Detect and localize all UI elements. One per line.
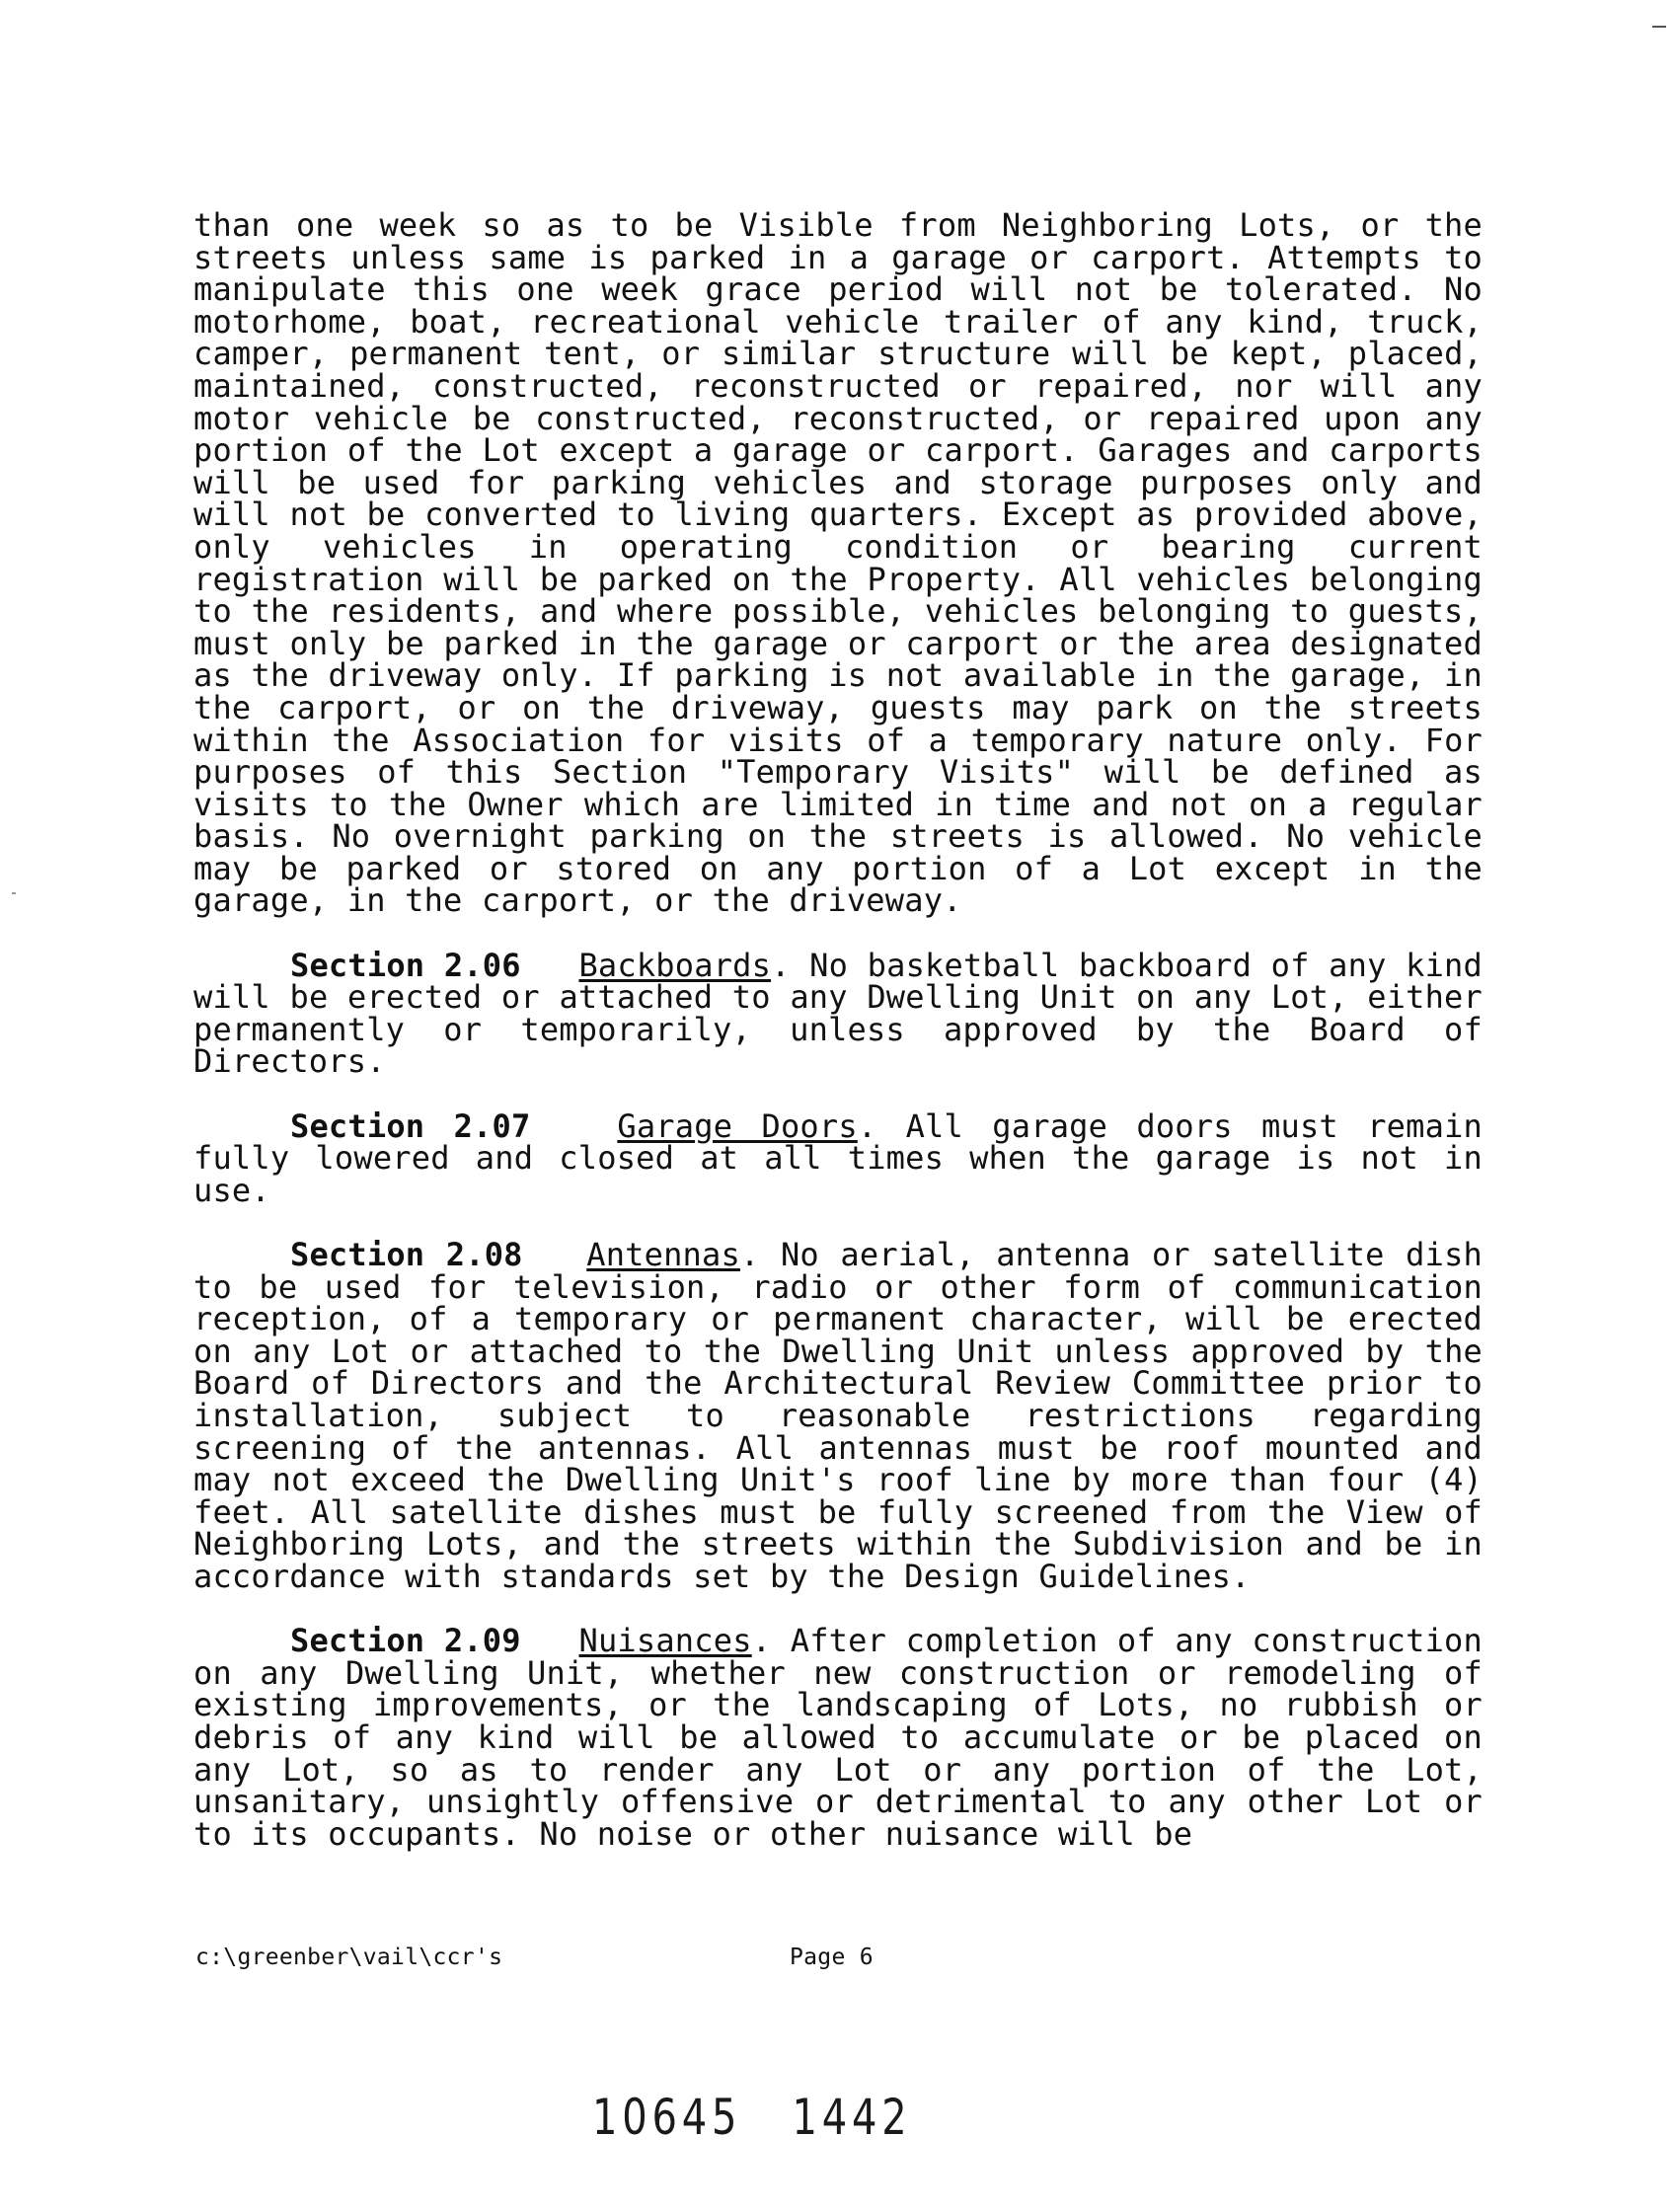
scan-mark: [1652, 26, 1666, 28]
section-2-07: [193, 1106, 1483, 1209]
section-number: Section 2.07: [290, 1106, 531, 1145]
section-2-08: [193, 1236, 1483, 1595]
footer-file-path: c:\greenber\vail\ccr's: [195, 1945, 503, 1970]
section-2-06: [193, 946, 1483, 1081]
document-body: [193, 206, 1483, 1882]
recording-stamp: [592, 2089, 911, 2146]
section-number: Section 2.09: [290, 1622, 521, 1660]
section-text: . No aerial, antenna or satellite dish to be used for television, radio or other form of communication reception, of a temporary or permanent character, will be erected on any Lot or attached to the Dwelling Unit unless approved by the Board of Directors and the Architectural Review Committee prior to installation, subject to reasonable restrictions regarding screening of the antennas. All antennas must be roof mounted and may not exceed the Dwelling Unit's roof line by more than four (4) feet. All satellite dishes must be fully screened from the View of Neighboring Lots, and the streets within the Subdivision and be in accordance with standards set by the Design Guidelines.: [193, 1236, 1483, 1595]
section-title: Antennas: [586, 1236, 740, 1273]
section-number: Section 2.06: [290, 946, 521, 984]
section-text: . All garage doors must remain fully lowered and closed at all times when the garage is not in use.: [193, 1106, 1483, 1209]
section-text: . No basketball backboard of any kind will be erected or attached to any Dwelling Unit on any Lot, either permanently or temporarily, unless approved by the Board of Directors.: [193, 946, 1483, 1081]
stamp-page-number: 1442: [792, 2089, 912, 2146]
scan-speck: [12, 892, 16, 894]
section-text: . After completion of any construction on any Dwelling Unit, whether new construction or remodeling of existing improvements, or the landscaping of Lots, no rubbish or debris of any kind will be allowed to accumulate or be placed on any Lot, so as to render any Lot or any portion of the Lot, unsanitary, unsightly offensive or detrimental to any other Lot or to its occupants. No noise or other nuisance will be: [193, 1622, 1483, 1853]
footer-page-number: Page 6: [790, 1945, 874, 1970]
section-title: Garage Doors: [617, 1106, 858, 1145]
section-title: Nuisances: [578, 1622, 752, 1660]
stamp-book-number: 10645: [592, 2089, 742, 2146]
section-title: Backboards: [578, 946, 772, 984]
continuation-paragraph: than one week so as to be Visible from Neighboring Lots, or the streets unless same is parked in a garage or carport. Attempts to manipulate this one week grace period will not be tolerated. No motorhome, boat, recreational vehicle trailer of any kind, truck, camper, permanent tent, or similar structure will be kept, placed, maintained, constructed, reconstructed or repaired, nor will any motor vehicle be constructed, reconstructed, or repaired upon any portion of the Lot except a garage or carport. Garages and carports will be used for parking vehicles and storage purposes only and will not be converted to living quarters. Except as provided above, only vehicles in operating condition or bearing current registration will be parked on the Property. All vehicles belonging to the residents, and where possible, vehicles belonging to guests, must only be parked in the garage or carport or the area designated as the driveway only. If parking is not available in the garage, in the carport, or on the driveway, guests may park on the streets within the Association for visits of a temporary nature only. For purposes of this Section "Temporary Visits" will be defined as visits to the Owner which are limited in time and not on a regular basis. No overnight parking on the streets is allowed. No vehicle may be parked or stored on any portion of a Lot except in the garage, in the carport, or the driveway.: [193, 206, 1483, 920]
section-number: Section 2.08: [290, 1236, 523, 1273]
section-2-09: [193, 1622, 1483, 1853]
